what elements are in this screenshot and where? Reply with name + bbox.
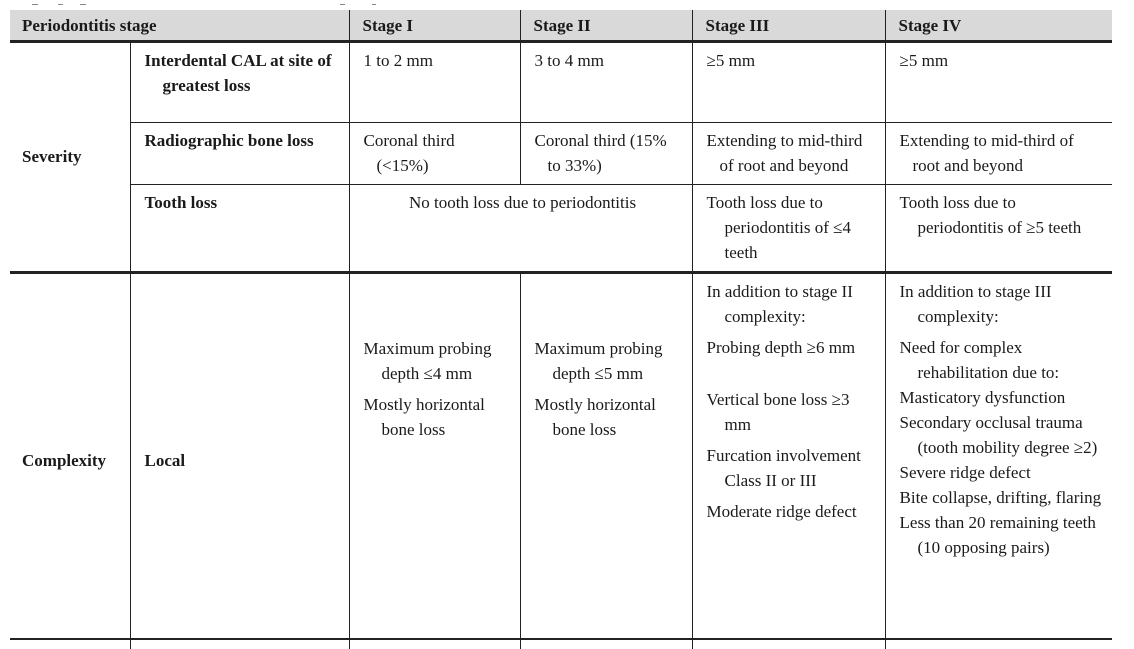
cell-local-label: Local	[130, 273, 349, 649]
local-stage-4-item: Secondary occlusal trauma (tooth mobility degree ≥2)	[899, 413, 1098, 457]
local-stage-1-item: Mostly horizontal bone loss	[363, 395, 485, 439]
cell-tooth-stage-4: Tooth loss due to periodontitis of ≥5 teeth	[885, 185, 1112, 273]
cell-tooth-stage-3: Tooth loss due to periodontitis of ≤4 teeth	[692, 185, 885, 273]
cell-cal-stage-1: 1 to 2 mm	[349, 42, 520, 123]
cropped-top-text-remnant	[10, 2, 1134, 8]
cell-local-stage-1	[349, 273, 520, 649]
group-severity: Severity	[10, 42, 130, 273]
row-interdental-cal	[10, 42, 1112, 123]
header-periodontitis-stage: Periodontitis stage	[10, 10, 349, 42]
cell-local-stage-4	[885, 273, 1112, 649]
header-stage-3: Stage III	[692, 10, 885, 42]
cell-cal-stage-3: ≥5 mm	[692, 42, 885, 123]
cell-cal-label: Interdental CAL at site of greatest loss	[130, 42, 349, 123]
local-stage-3-item: Vertical bone loss ≥3 mm	[706, 390, 850, 434]
local-stage-1-item: Maximum probing depth ≤4 mm	[363, 339, 492, 383]
header-stage-2: Stage II	[520, 10, 692, 42]
cell-bone-stage-2: Coronal third (15% to 33%)	[520, 123, 692, 185]
cell-tooth-label: Tooth loss	[130, 185, 349, 273]
local-stage-3-item: In addition to stage II complexity:	[706, 282, 853, 326]
cell-bone-stage-3: Extending to mid-third of root and beyond	[692, 123, 885, 185]
local-stage-4-item: Masticatory dysfunction	[899, 388, 1066, 407]
cell-bone-label: Radiographic bone loss	[130, 123, 349, 185]
periodontitis-staging-table	[10, 10, 1112, 649]
cell-bone-stage-1: Coronal third (<15%)	[349, 123, 520, 185]
local-stage-4-item: Need for complex rehabilitation due to:	[899, 338, 1060, 382]
row-complexity-local	[10, 273, 1112, 649]
cell-tooth-stage-1-2: No tooth loss due to periodontitis	[349, 185, 692, 273]
row-tooth-loss	[10, 185, 1112, 273]
local-stage-4-item: Bite collapse, drifting, flaring	[899, 488, 1102, 507]
cell-bone-stage-4: Extending to mid-third of root and beyond	[885, 123, 1112, 185]
header-stage-1: Stage I	[349, 10, 520, 42]
header-stage-4: Stage IV	[885, 10, 1112, 42]
local-stage-4-item: In addition to stage III complexity:	[899, 282, 1052, 326]
table-bottom-rule	[10, 638, 1112, 640]
cell-local-stage-3	[692, 273, 885, 649]
header-row	[10, 10, 1112, 42]
group-complexity: Complexity	[10, 273, 130, 649]
local-stage-2-item: Mostly horizontal bone loss	[534, 395, 656, 439]
local-stage-4-item: Severe ridge defect	[899, 463, 1031, 482]
local-stage-3-item: Moderate ridge defect	[706, 502, 857, 521]
cell-local-stage-2	[520, 273, 692, 649]
local-stage-3-item: Furcation involvement Class II or III	[706, 446, 861, 490]
local-stage-2-item: Maximum probing depth ≤5 mm	[534, 339, 663, 383]
cell-cal-stage-4: ≥5 mm	[885, 42, 1112, 123]
row-radiographic-bone-loss	[10, 123, 1112, 185]
local-stage-4-item: Less than 20 remaining teeth (10 opposing pairs)	[899, 513, 1096, 557]
cell-cal-stage-2: 3 to 4 mm	[520, 42, 692, 123]
local-stage-3-item: Probing depth ≥6 mm	[706, 338, 856, 357]
